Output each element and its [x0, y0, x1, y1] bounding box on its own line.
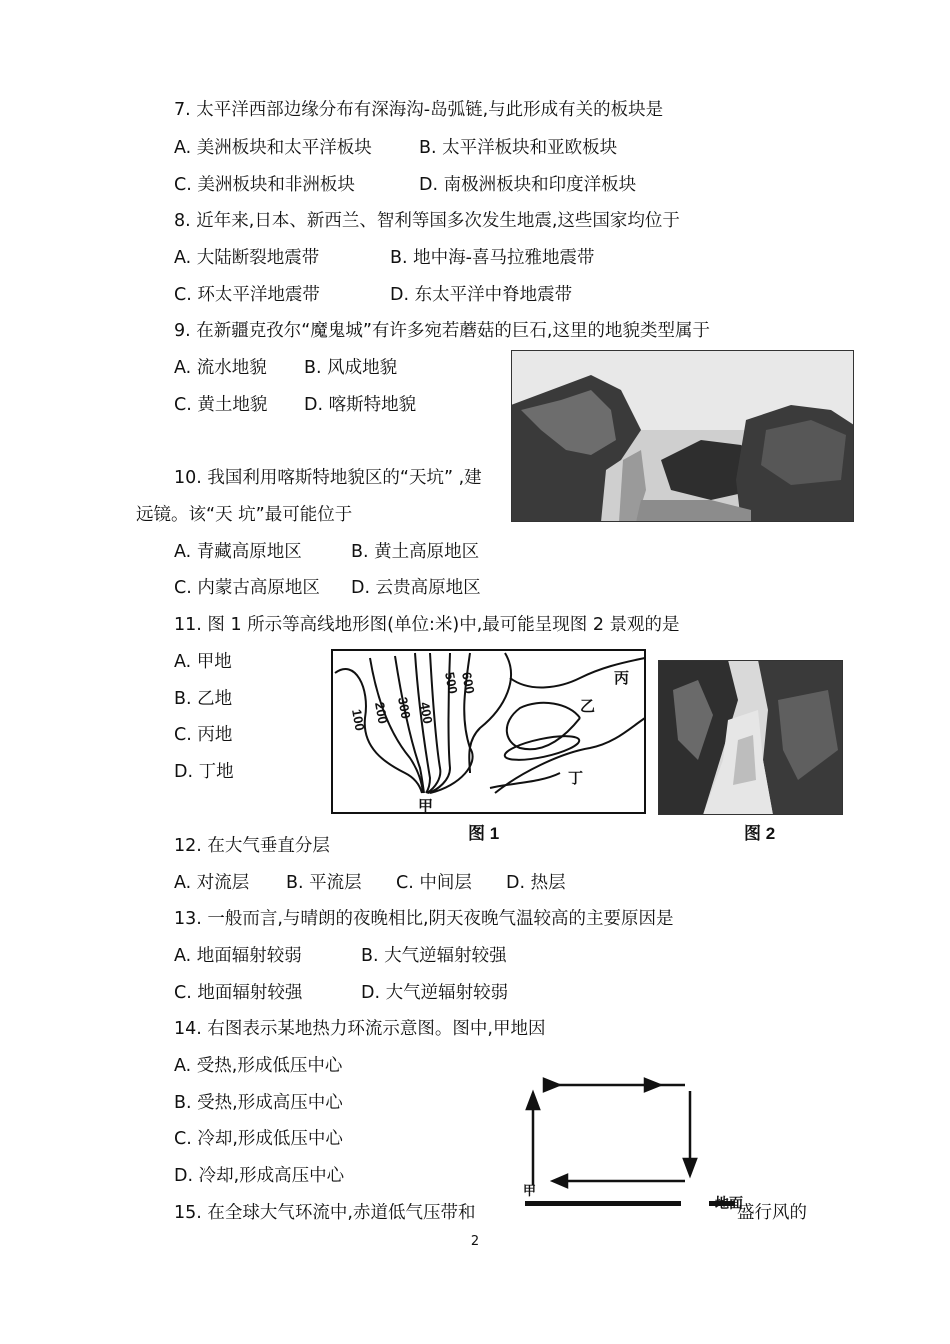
q12-option-a: A. 对流层 [174, 873, 250, 893]
contour-map-figure-1 [330, 648, 648, 816]
q11-option-c: C. 丙地 [174, 725, 233, 745]
contour-label-300: 300 [395, 695, 414, 720]
q9-option-a: A. 流水地貌 [174, 358, 267, 378]
thermal-circulation-diagram [505, 1075, 775, 1215]
contour-label-100: 100 [349, 707, 368, 732]
q14-option-c: C. 冷却,形成低压中心 [174, 1129, 343, 1149]
page-number: 2 [470, 1234, 480, 1249]
q12-option-b: B. 平流层 [286, 873, 362, 893]
contour-label-600: 600 [459, 670, 478, 695]
q7-option-c: C. 美洲板块和非洲板块 [174, 175, 355, 195]
q7-option-a: A. 美洲板块和太平洋板块 [174, 138, 372, 158]
q11-option-a: A. 甲地 [174, 652, 232, 672]
place-ding: 丁 [568, 769, 584, 787]
q11-option-b: B. 乙地 [174, 689, 233, 709]
q13-option-a: A. 地面辐射较弱 [174, 946, 302, 966]
q7-stem: 7. 太平洋西部边缘分布有深海沟-岛弧链,与此形成有关的板块是 [174, 100, 664, 120]
q9-option-b: B. 风成地貌 [304, 358, 398, 378]
q10-option-b: B. 黄土高原地区 [351, 542, 480, 562]
q11-option-d: D. 丁地 [174, 762, 234, 782]
q10-option-d: D. 云贵高原地区 [351, 578, 481, 598]
q8-option-c: C. 环太平洋地震带 [174, 285, 320, 305]
q12-option-d: D. 热层 [506, 873, 566, 893]
q10-stem-continued: 远镜。该“天 坑”最可能位于 [136, 505, 353, 525]
q14-option-b: B. 受热,形成高压中心 [174, 1093, 343, 1113]
q10-option-a: A. 青藏高原地区 [174, 542, 302, 562]
q10-option-c: C. 内蒙古高原地区 [174, 578, 320, 598]
place-bing: 丙 [614, 669, 630, 687]
contour-label-200: 200 [372, 700, 391, 725]
q9-stem: 9. 在新疆克孜尔“魔鬼城”有许多宛若蘑菇的巨石,这里的地貌类型属于 [174, 321, 710, 341]
q8-option-b: B. 地中海-喜马拉雅地震带 [390, 248, 595, 268]
waterfall-photo-figure-2 [658, 660, 843, 815]
q7-option-d: D. 南极洲板块和印度洋板块 [419, 175, 637, 195]
q15-stem: 15. 在全球大气环流中,赤道低气压带和 [174, 1203, 476, 1223]
q15-stem-tail: 盛行风的 [737, 1203, 807, 1223]
q13-stem: 13. 一般而言,与晴朗的夜晚相比,阴天夜晚气温较高的主要原因是 [174, 909, 674, 929]
ground-label: 地面 [715, 1196, 743, 1212]
q8-option-d: D. 东太平洋中脊地震带 [390, 285, 573, 305]
q9-option-d: D. 喀斯特地貌 [304, 395, 417, 415]
q13-option-d: D. 大气逆辐射较弱 [361, 983, 509, 1003]
place-yi: 乙 [580, 697, 596, 715]
q7-option-b: B. 太平洋板块和亚欧板块 [419, 138, 618, 158]
q10-stem: 10. 我国利用喀斯特地貌区的“天坑” ,建 [174, 468, 482, 488]
figure-2-caption: 图 2 [744, 824, 776, 843]
place-jia: 甲 [418, 797, 434, 815]
q13-option-b: B. 大气逆辐射较强 [361, 946, 507, 966]
figure-1-caption: 图 1 [468, 824, 500, 843]
q14-option-a: A. 受热,形成低压中心 [174, 1056, 343, 1076]
q14-option-d: D. 冷却,形成高压中心 [174, 1166, 345, 1186]
q8-option-a: A. 大陆断裂地震带 [174, 248, 320, 268]
q12-stem: 12. 在大气垂直分层 [174, 836, 330, 856]
mushroom-rock-photo [511, 350, 854, 522]
q11-stem: 11. 图 1 所示等高线地形图(单位:米)中,最可能呈现图 2 景观的是 [174, 615, 680, 635]
q12-option-c: C. 中间层 [396, 873, 472, 893]
q9-option-c: C. 黄土地貌 [174, 395, 268, 415]
q8-stem: 8. 近年来,日本、新西兰、智利等国多次发生地震,这些国家均位于 [174, 211, 680, 231]
contour-label-400: 400 [417, 700, 436, 725]
q13-option-c: C. 地面辐射较强 [174, 983, 303, 1003]
place-jia-label: 甲 [523, 1184, 537, 1199]
q14-stem: 14. 右图表示某地热力环流示意图。图中,甲地因 [174, 1019, 546, 1039]
contour-label-500: 500 [442, 670, 461, 695]
